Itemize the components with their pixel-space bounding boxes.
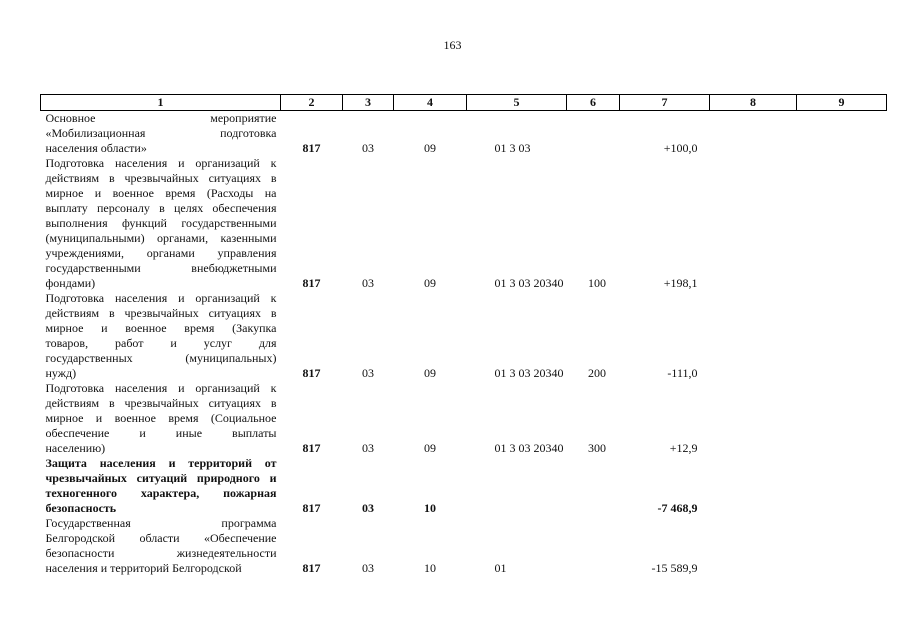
- description-line: населению): [45, 441, 106, 455]
- cell-target-article: 01: [494, 561, 507, 575]
- table-row: [41, 291, 887, 381]
- row-description: [41, 111, 281, 157]
- description-line: выполнения функций государственными: [45, 216, 277, 230]
- cell-amount: +100,0: [663, 141, 698, 155]
- description-line: фондами): [45, 276, 96, 290]
- table-row: [41, 111, 887, 157]
- cell-amount: -7 468,9: [657, 501, 698, 515]
- cell-amount: -111,0: [667, 366, 698, 380]
- header-col-2: 2: [281, 95, 343, 111]
- header-col-9: 9: [797, 95, 887, 111]
- description-line: Подготовка населения и организаций к: [45, 291, 277, 305]
- cell-expense-type: 100: [588, 276, 606, 290]
- cell-subsection: 09: [424, 276, 436, 290]
- header-col-7: 7: [620, 95, 710, 111]
- header-col-6: 6: [567, 95, 620, 111]
- cell-subsection: 09: [424, 366, 436, 380]
- cell-section: 03: [362, 276, 374, 290]
- cell-ministry-code: 817: [302, 276, 321, 290]
- description-line: мирное и военное время (Расходы на: [45, 186, 277, 200]
- cell-col-9: [797, 516, 887, 576]
- table-body: [41, 111, 887, 577]
- table-row: [41, 516, 887, 576]
- cell-amount: +198,1: [663, 276, 698, 290]
- description-line: техногенного характера, пожарная: [45, 486, 277, 500]
- description-line: Белгородской области «Обеспечение: [45, 531, 277, 545]
- table-row: [41, 156, 887, 291]
- description-line: Государственная программа: [45, 516, 277, 530]
- table-row: [41, 381, 887, 456]
- cell-target-article: 01 3 03 20340: [494, 366, 564, 380]
- cell-subsection: 10: [424, 501, 436, 515]
- cell-subsection: 09: [424, 441, 436, 455]
- description-line: действиям в чрезвычайных ситуациях в: [45, 306, 277, 320]
- description-line: государственных (муниципальных): [45, 351, 277, 365]
- cell-section: 03: [362, 561, 374, 575]
- header-col-3: 3: [343, 95, 394, 111]
- cell-col-8: [710, 381, 797, 456]
- description-line: товаров, работ и услуг для: [45, 336, 277, 350]
- cell-target-article: 01 3 03 20340: [494, 441, 564, 455]
- cell-expense-type: 300: [588, 441, 606, 455]
- cell-section: 03: [362, 141, 374, 155]
- description-line: учреждениями, органами управления: [45, 246, 277, 260]
- description-line: выплату персоналу в целях обеспечения: [45, 201, 277, 215]
- header-col-5: 5: [467, 95, 567, 111]
- description-line: безопасности жизнедеятельности: [45, 546, 277, 560]
- row-description: [41, 381, 281, 456]
- cell-col-8: [710, 456, 797, 516]
- cell-col-9: [797, 291, 887, 381]
- cell-col-8: [710, 516, 797, 576]
- description-line: нужд): [45, 366, 77, 380]
- budget-table: [40, 94, 887, 576]
- cell-section: 03: [362, 441, 374, 455]
- description-line: мирное и военное время (Закупка: [45, 321, 277, 335]
- cell-col-9: [797, 456, 887, 516]
- cell-col-9: [797, 156, 887, 291]
- description-line: населения области»: [45, 141, 147, 155]
- description-line: обеспечение и иные выплаты: [45, 426, 277, 440]
- cell-subsection: 09: [424, 141, 436, 155]
- cell-col-8: [710, 291, 797, 381]
- cell-target-article: 01 3 03: [494, 141, 531, 155]
- row-description: [41, 456, 281, 516]
- cell-target-article: 01 3 03 20340: [494, 276, 564, 290]
- description-line: государственными внебюджетными: [45, 261, 277, 275]
- cell-expense-type: [567, 516, 620, 576]
- page-number: 163: [443, 38, 462, 52]
- cell-amount: -15 589,9: [651, 561, 698, 575]
- cell-ministry-code: 817: [302, 561, 321, 575]
- table-header-row: [41, 95, 887, 111]
- row-description: [41, 156, 281, 291]
- description-line: мирное и военное время (Социальное: [45, 411, 277, 425]
- cell-ministry-code: 817: [302, 366, 321, 380]
- cell-expense-type: [567, 111, 620, 157]
- description-line: Защита населения и территорий от: [45, 456, 277, 470]
- cell-section: 03: [362, 501, 374, 515]
- cell-col-9: [797, 111, 887, 157]
- cell-col-8: [710, 111, 797, 157]
- cell-expense-type: [567, 456, 620, 516]
- cell-col-8: [710, 156, 797, 291]
- cell-col-9: [797, 381, 887, 456]
- table-row: [41, 456, 887, 516]
- cell-ministry-code: 817: [302, 141, 321, 155]
- description-line: Подготовка населения и организаций к: [45, 381, 277, 395]
- description-line: чрезвычайных ситуаций природного и: [45, 471, 277, 485]
- header-col-4: 4: [394, 95, 467, 111]
- description-line: безопасность: [45, 501, 117, 515]
- cell-target-article: [467, 456, 567, 516]
- cell-subsection: 10: [424, 561, 436, 575]
- description-line: «Мобилизационная подготовка: [45, 126, 277, 140]
- cell-section: 03: [362, 366, 374, 380]
- description-line: Подготовка населения и организаций к: [45, 156, 277, 170]
- row-description: [41, 516, 281, 576]
- description-line: Основное мероприятие: [45, 111, 277, 125]
- header-col-1: 1: [41, 95, 281, 111]
- cell-expense-type: 200: [588, 366, 606, 380]
- header-col-8: 8: [710, 95, 797, 111]
- description-line: действиям в чрезвычайных ситуациях в: [45, 396, 277, 410]
- description-line: (муниципальными) органами, казенными: [45, 231, 277, 245]
- row-description: [41, 291, 281, 381]
- description-line: действиям в чрезвычайных ситуациях в: [45, 171, 277, 185]
- cell-ministry-code: 817: [302, 441, 321, 455]
- cell-amount: +12,9: [669, 441, 698, 455]
- cell-ministry-code: 817: [302, 501, 321, 515]
- description-line: населения и территорий Белгородской: [45, 561, 242, 575]
